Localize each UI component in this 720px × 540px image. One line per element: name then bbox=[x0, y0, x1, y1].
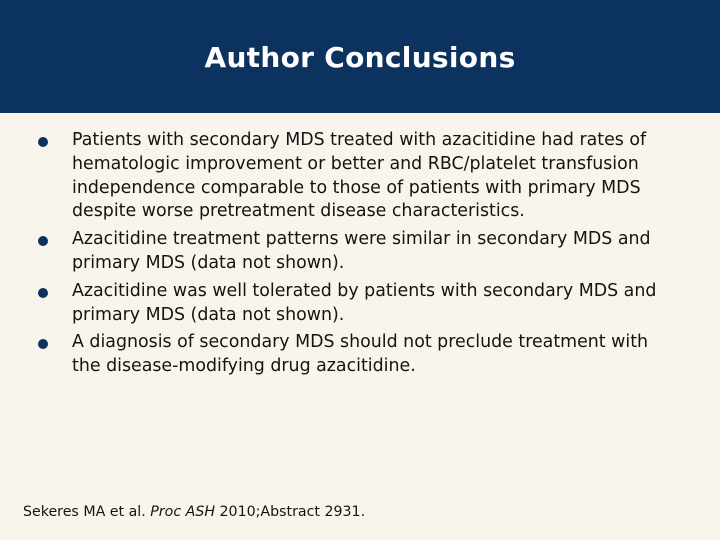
bullet-dot-icon bbox=[38, 339, 48, 349]
reference-authors: Sekeres MA et al. bbox=[23, 504, 146, 520]
bullet-dot-icon bbox=[38, 236, 48, 246]
bullet-text: A diagnosis of secondary MDS should not preclude treatment with the disease-modifying drug azacitidine. bbox=[72, 332, 649, 377]
bullet-dot-icon bbox=[38, 137, 48, 147]
bullet-item bbox=[0, 280, 682, 328]
bullet-dot-icon bbox=[38, 288, 48, 298]
reference-detail: 2010;Abstract 2931. bbox=[219, 504, 366, 520]
bullet-text: Patients with secondary MDS treated with azacitidine had rates of hematologic improvement or better and RBC/platelet transfusion independence comparable to those of patients with primary MDS despite worse pretreatment disease characteristics. bbox=[72, 130, 647, 222]
bullet-item bbox=[0, 331, 682, 379]
bullet-item bbox=[0, 228, 682, 276]
title-banner bbox=[0, 0, 720, 113]
reference-citation bbox=[23, 502, 365, 522]
reference-journal: Proc ASH bbox=[150, 504, 216, 520]
conclusions-list bbox=[0, 129, 720, 383]
bullet-text: Azacitidine treatment patterns were similar in secondary MDS and primary MDS (data not shown). bbox=[72, 229, 651, 273]
bullet-text: Azacitidine was well tolerated by patients with secondary MDS and primary MDS (data not shown). bbox=[72, 280, 657, 325]
slide-title: Author Conclusions bbox=[204, 41, 516, 74]
bullet-item bbox=[0, 129, 682, 224]
